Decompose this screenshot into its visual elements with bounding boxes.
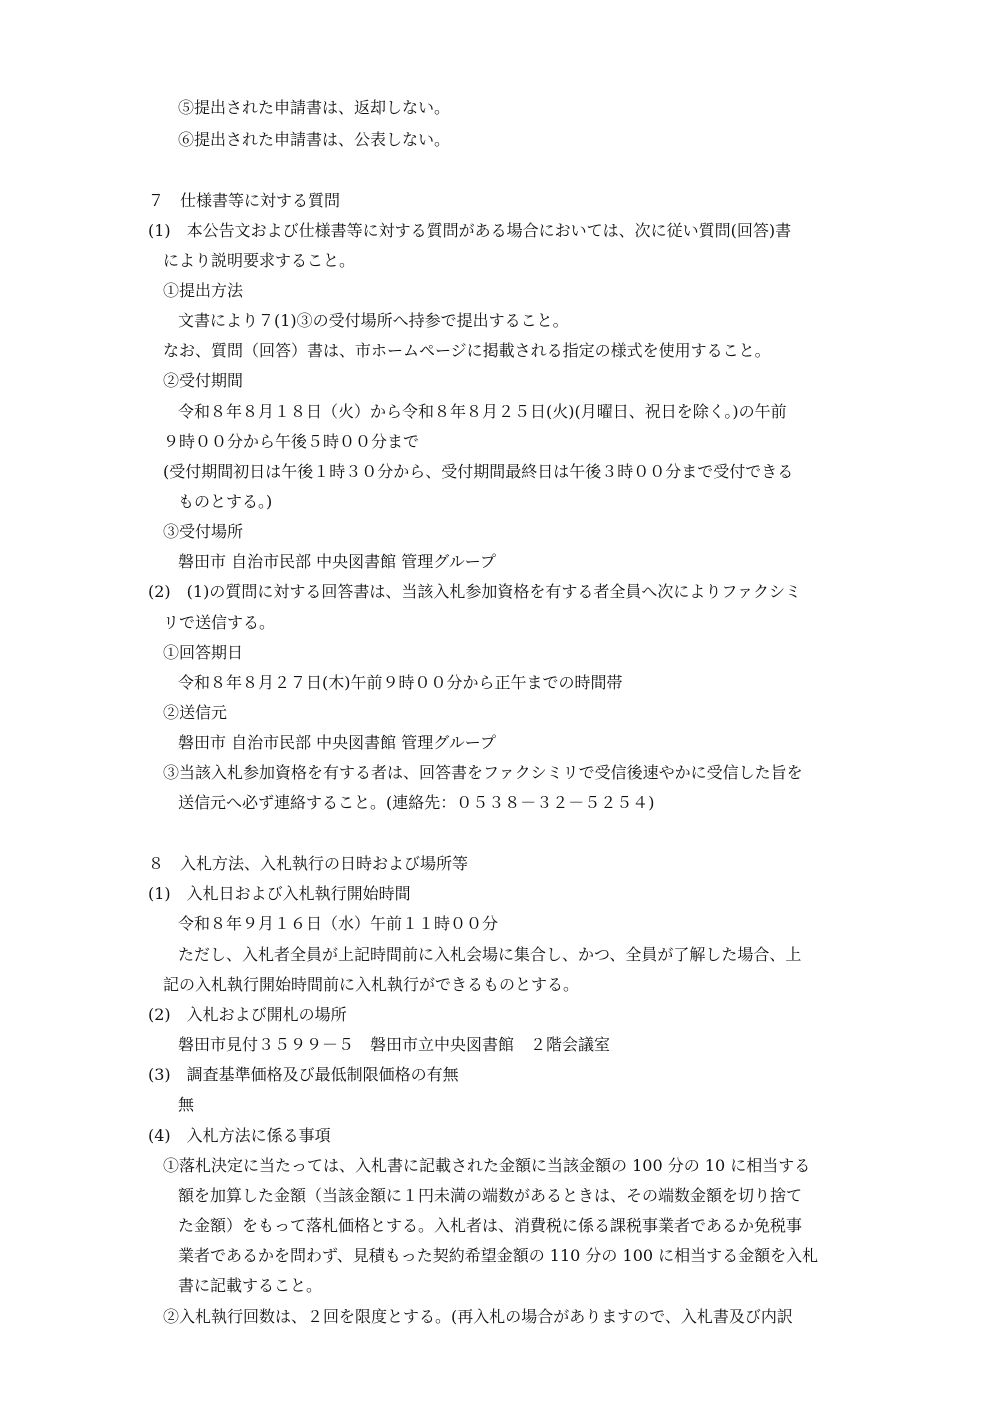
text-line: た金額）をもって落札価格とする。入札者は、消費税に係る課税事業者であるか免税事 <box>178 1216 803 1235</box>
text-line: (2) 入札および開札の場所 <box>148 1005 347 1024</box>
text-line: ⑤提出された申請書は、返却しない。 <box>178 98 451 117</box>
text-line: により説明要求すること。 <box>163 251 356 270</box>
text-line: 業者であるかを問わず、見積もった契約希望金額の 110 分の 100 に相当する金額を入札 <box>178 1246 819 1265</box>
text-line: ものとする。) <box>178 492 273 511</box>
text-line: 無 <box>178 1095 195 1114</box>
text-line: 磐田市 自治市民部 中央図書館 管理グループ <box>178 552 496 571</box>
text-line: 記の入札執行開始時間前に入札執行ができるものとする。 <box>163 975 580 994</box>
text-line: ただし、入札者全員が上記時間前に入札会場に集合し、かつ、全員が了解した場合、上 <box>178 945 802 964</box>
text-line: 磐田市見付３５９９－５ 磐田市立中央図書館 ２階会議室 <box>178 1035 611 1054</box>
text-line: ②受付期間 <box>163 371 244 390</box>
text-line: リで送信する。 <box>163 613 276 632</box>
text-line: (1) 本公告文および仕様書等に対する質問がある場合においては、次に従い質問(回答)書 <box>148 221 792 240</box>
text-line: (1) 入札日および入札執行開始時間 <box>148 884 411 903</box>
text-line: ②送信元 <box>163 703 228 722</box>
text-line: 書に記載すること。 <box>178 1276 323 1295</box>
text-line: 令和８年８月１８日（火）から令和８年８月２５日(火)(月曜日、祝日を除く。)の午前 <box>178 402 787 421</box>
text-line: ③当該入札参加資格を有する者は、回答書をファクシミリで受信後速やかに受信した旨を <box>163 763 803 782</box>
text-line: (4) 入札方法に係る事項 <box>148 1126 331 1145</box>
text-line: (受付期間初日は午後１時３０分から、受付期間最終日は午後３時００分まで受付できる <box>163 462 794 481</box>
text-line: なお、質問（回答）書は、市ホームページに掲載される指定の様式を使用すること。 <box>163 341 771 360</box>
text-line: ①提出方法 <box>163 281 244 300</box>
text-line: ９時００分から午後５時００分まで <box>163 432 420 451</box>
text-line: (2) (1)の質問に対する回答書は、当該入札参加資格を有する者全員へ次によりファクシミ <box>148 582 802 601</box>
text-line: ②入札執行回数は、２回を限度とする。(再入札の場合がありますので、入札書及び内訳 <box>163 1307 793 1326</box>
text-line: (3) 調査基準価格及び最低制限価格の有無 <box>148 1065 459 1084</box>
text-line: 文書により７(1)③の受付場所へ持参で提出すること。 <box>178 311 569 330</box>
text-line: ③受付場所 <box>163 522 244 541</box>
text-line: 令和８年８月２７日(木)午前９時００分から正午までの時間帯 <box>178 673 623 692</box>
text-line: ⑥提出された申請書は、公表しない。 <box>178 130 451 149</box>
section-heading: ７ 仕様書等に対する質問 <box>148 191 341 210</box>
text-line: 磐田市 自治市民部 中央図書館 管理グループ <box>178 733 496 752</box>
text-line: 令和８年９月１６日（水）午前１１時００分 <box>178 914 499 933</box>
text-line: ①落札決定に当たっては、入札書に記載された金額に当該金額の 100 分の 10 に相当する <box>163 1156 811 1175</box>
text-line: ①回答期日 <box>163 643 244 662</box>
section-heading: ８ 入札方法、入札執行の日時および場所等 <box>148 854 469 873</box>
text-line: 送信元へ必ず連絡すること。(連絡先：０５３８－３２－５２５４) <box>178 793 655 812</box>
text-line: 額を加算した金額（当該金額に１円未満の端数があるときは、その端数金額を切り捨て <box>178 1186 803 1205</box>
